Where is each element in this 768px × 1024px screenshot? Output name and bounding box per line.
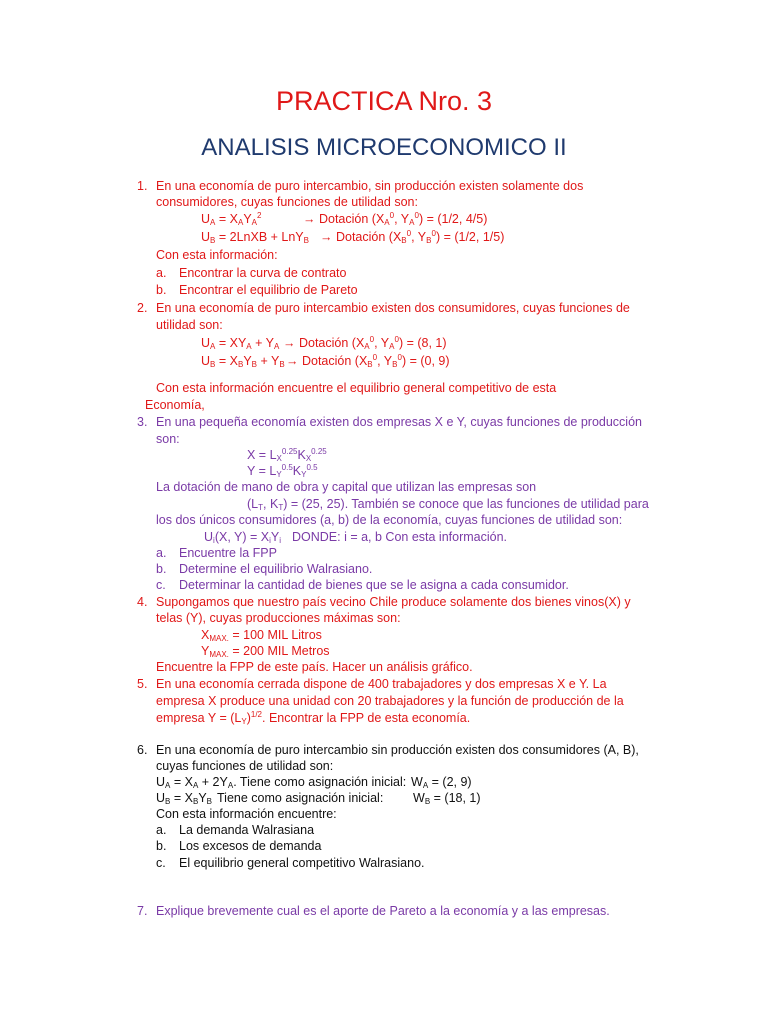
q6-item-b-letter: b.: [156, 839, 167, 853]
q7-line-1: Explique brevemente cual es el aporte de Pareto a la economía y a las empresas.: [156, 904, 610, 918]
q6-item-a-letter: a.: [156, 823, 167, 837]
q6-utility-a: $U_A = X_A + 2Y_A$. Tiene como asignación inicial:: [156, 775, 407, 790]
q6-utility-b-note: Tiene como asignación inicial:: [217, 791, 384, 805]
q1-endowment-a: → Dotación ($X_A^0$, $Y_A^0) = (1/2$, 4/5): [303, 211, 488, 227]
q1-endowment-b: → Dotación ($X_B^0$, $Y_B^0) = (1/2$, 1/5): [320, 229, 505, 245]
q1-item-b-letter: b.: [156, 283, 167, 297]
page-subtitle: ANALISIS MICROECONOMICO II: [201, 134, 567, 161]
q3-utility-note: DONDE: i = a, b Con esta información.: [292, 530, 508, 544]
q5-line-3: empresa $Y = (L_Y)^{1/2}$. Encontrar la FPP de esta economía.: [156, 710, 471, 726]
q2-line-2: utilidad son:: [156, 318, 223, 332]
q7-number: 7.: [137, 904, 148, 918]
q2-line-1: En una economía de puro intercambio existen dos consumidores, cuyas funciones de: [156, 301, 630, 315]
q1-number: 1.: [137, 179, 148, 193]
q3-production-x: $X = L_X^{0.25}K_X^{0.25}$: [247, 447, 327, 463]
q3-item-c-letter: c.: [156, 578, 166, 592]
q6-endowment-b: $W_B = (18$, 1): [413, 791, 481, 806]
q2-number: 2.: [137, 301, 148, 315]
q3-utility: $U_i(X$, $Y) = X_iY_i$: [204, 530, 282, 545]
q3-line-1: En una pequeña economía existen dos empresas X e Y, cuyas funciones de producción: [156, 415, 642, 429]
q3-item-a: Encuentre la FPP: [179, 546, 277, 560]
q3-line-4: ($L_T$, $K_T) = (25$, 25). También se conoce que las funciones de utilidad para: [247, 497, 649, 512]
q3-line-2: son:: [156, 432, 180, 446]
q6-item-a: La demanda Walrasiana: [179, 823, 315, 837]
q4-line-3: Encuentre la FPP de este país. Hacer un análisis gráfico.: [156, 660, 473, 674]
q4-line-2: telas (Y), cuyas producciones máximas son:: [156, 611, 401, 625]
q2-endowment-a: → Dotación ($X_A^0$, $Y_A^0) = (8$, 1): [283, 335, 447, 351]
q1-item-b: Encontrar el equilibrio de Pareto: [179, 283, 358, 297]
q1-item-a-letter: a.: [156, 266, 167, 280]
q3-item-b-letter: b.: [156, 562, 167, 576]
q3-item-b: Determine el equilibrio Walrasiano.: [179, 562, 373, 576]
q4-max-y: $Y_{MAX.} = 200$ MIL Metros: [201, 644, 330, 659]
q1-utility-a: $U_A = X_AY_A^2$: [201, 211, 262, 227]
q6-line-2: cuyas funciones de utilidad son:: [156, 759, 334, 773]
page-title: PRACTICA Nro. 3: [275, 86, 493, 116]
q1-item-a: Encontrar la curva de contrato: [179, 266, 347, 280]
q1-line-1: En una economía de puro intercambio, sin producción existen solamente dos: [156, 179, 584, 193]
q2-endowment-b: → Dotación ($X_B^0$, $Y_B^0) = (0$, 9): [286, 353, 450, 369]
q6-item-b: Los excesos de demanda: [179, 839, 322, 853]
q2-info-1: Con esta información encuentre el equilibrio general competitivo de esta: [156, 381, 557, 395]
q5-number: 5.: [137, 677, 148, 691]
q3-line-5: los dos únicos consumidores (a, b) de la economía, cuyas funciones de utilidad son:: [156, 513, 623, 527]
q2-utility-b: $U_B = X_BY_B + Y_B$: [201, 354, 285, 369]
q4-line-1: Supongamos que nuestro país vecino Chile produce solamente dos bienes vinos(X) y: [156, 595, 631, 609]
q6-utility-b: $U_B = X_BY_B$: [156, 791, 212, 806]
q4-max-x: $X_{MAX.} = 100$ MIL Litros: [201, 628, 322, 643]
q2-info-2: Economía,: [145, 398, 205, 412]
q5-line-1: En una economía cerrada dispone de 400 trabajadores y dos empresas X e Y. La: [156, 677, 607, 691]
q6-number: 6.: [137, 743, 148, 757]
q6-item-c: El equilibrio general competitivo Walrasiano.: [179, 856, 425, 870]
q6-item-c-letter: c.: [156, 856, 166, 870]
q1-utility-b: $U_B$ = 2LnXB + LnY$_B$: [201, 230, 309, 245]
q3-line-3: La dotación de mano de obra y capital que utilizan las empresas son: [156, 480, 537, 494]
q6-endowment-a: $W_A = (2$, 9): [411, 775, 472, 790]
q1-info: Con esta información:: [156, 248, 278, 262]
q6-info: Con esta información encuentre:: [156, 807, 337, 821]
q6-line-1: En una economía de puro intercambio sin producción existen dos consumidores (A, B),: [156, 743, 639, 757]
q2-utility-a: $U_A = XY_A + Y_A$: [201, 336, 280, 351]
q3-item-a-letter: a.: [156, 546, 167, 560]
q4-number: 4.: [137, 595, 148, 609]
q3-item-c: Determinar la cantidad de bienes que se le asigna a cada consumidor.: [179, 578, 569, 592]
q5-line-2: empresa X produce una unidad con 20 trabajadores y la función de producción de la: [156, 694, 624, 708]
q3-number: 3.: [137, 415, 148, 429]
q1-line-2: consumidores, cuyas funciones de utilidad son:: [156, 195, 418, 209]
q3-production-y: $Y = L_Y^{0.5}K_Y^{0.5}$: [247, 463, 318, 479]
